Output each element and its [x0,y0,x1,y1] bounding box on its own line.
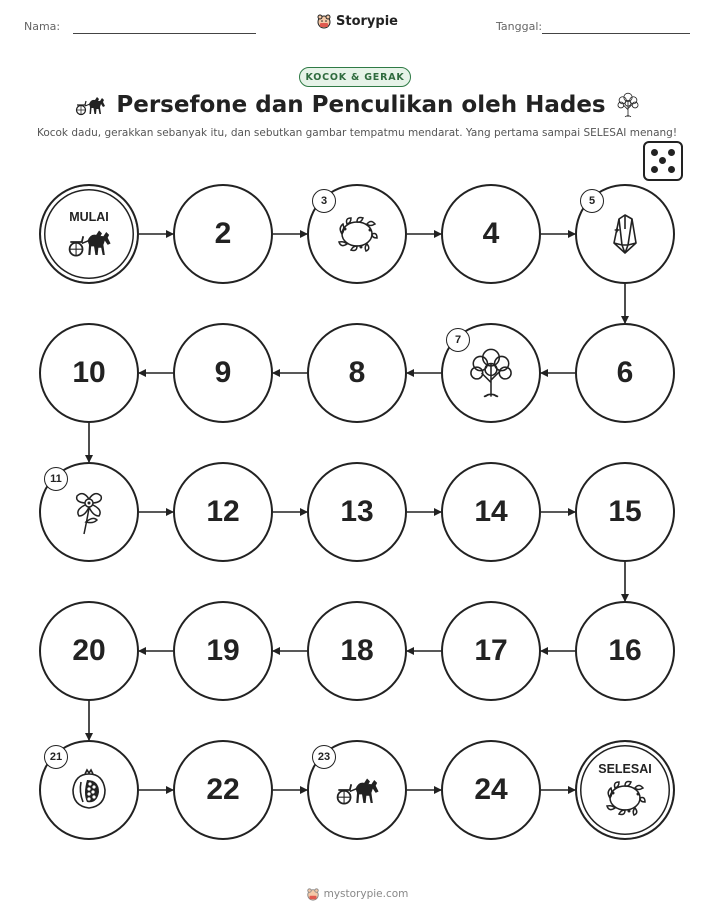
board-space [575,323,675,423]
space-number-tag: 3 [312,189,336,213]
space-number-tag: 23 [312,745,336,769]
board-space [307,323,407,423]
space-number: 2 [214,217,232,250]
space-number: 15 [608,495,642,528]
space-number: 22 [206,773,240,806]
space-number: 17 [474,634,508,667]
board-space [307,601,407,701]
space-number: 4 [482,217,500,250]
board-space [173,601,273,701]
space-number: 20 [72,634,106,667]
space-number-tag: 7 [446,328,470,352]
footer-url: mystorypie.com [323,888,409,900]
space-number: 19 [206,634,240,667]
space-number: 9 [214,356,232,389]
page-title: Persefone dan Penculikan oleh Hades [116,92,606,118]
name-label: Nama: [24,20,61,33]
board-space [575,462,675,562]
space-number: 24 [474,773,508,806]
board-space [441,740,541,840]
crystal-icon [610,213,640,255]
board-space [173,184,273,284]
board-space [173,462,273,562]
board-space [441,601,541,701]
space-number: 14 [474,495,508,528]
instructions: Kocok dadu, gerakkan sebanyak itu, dan sebutkan gambar tempatmu mendarat. Yang pertama sampai SELESAI menang! [36,127,678,139]
board-space [307,462,407,562]
space-number-tag: 11 [44,467,68,491]
date-label: Tanggal: [496,20,543,33]
space-number-tag: 5 [580,189,604,213]
board-space [441,184,541,284]
board-space [441,462,541,562]
start-space [39,184,139,284]
footer [0,887,714,901]
board-space [575,601,675,701]
board-space [173,740,273,840]
space-number: 18 [340,634,374,667]
flower-icon [69,488,109,536]
storypie-mascot-icon [306,887,320,901]
board-space [39,323,139,423]
space-number: 16 [608,634,642,667]
finish-space [575,740,675,840]
chariot-icon [334,774,380,806]
space-number: 12 [206,495,240,528]
pomegranate-icon [67,768,111,812]
space-number: 8 [348,356,366,389]
activity-badge: KOCOK & GERAK [299,67,411,87]
space-label: SELESAI [598,762,652,776]
brand-name: Storypie [336,13,398,29]
space-number: 13 [340,495,374,528]
board-space [39,601,139,701]
wreath-icon [335,214,379,254]
space-number-tag: 21 [44,745,68,769]
board-space [173,323,273,423]
wreath-icon [603,778,647,818]
space-label: MULAI [69,210,109,224]
tree-icon [466,347,516,399]
chariot-icon [66,226,112,258]
space-number: 6 [616,356,634,389]
space-number: 10 [72,356,106,389]
